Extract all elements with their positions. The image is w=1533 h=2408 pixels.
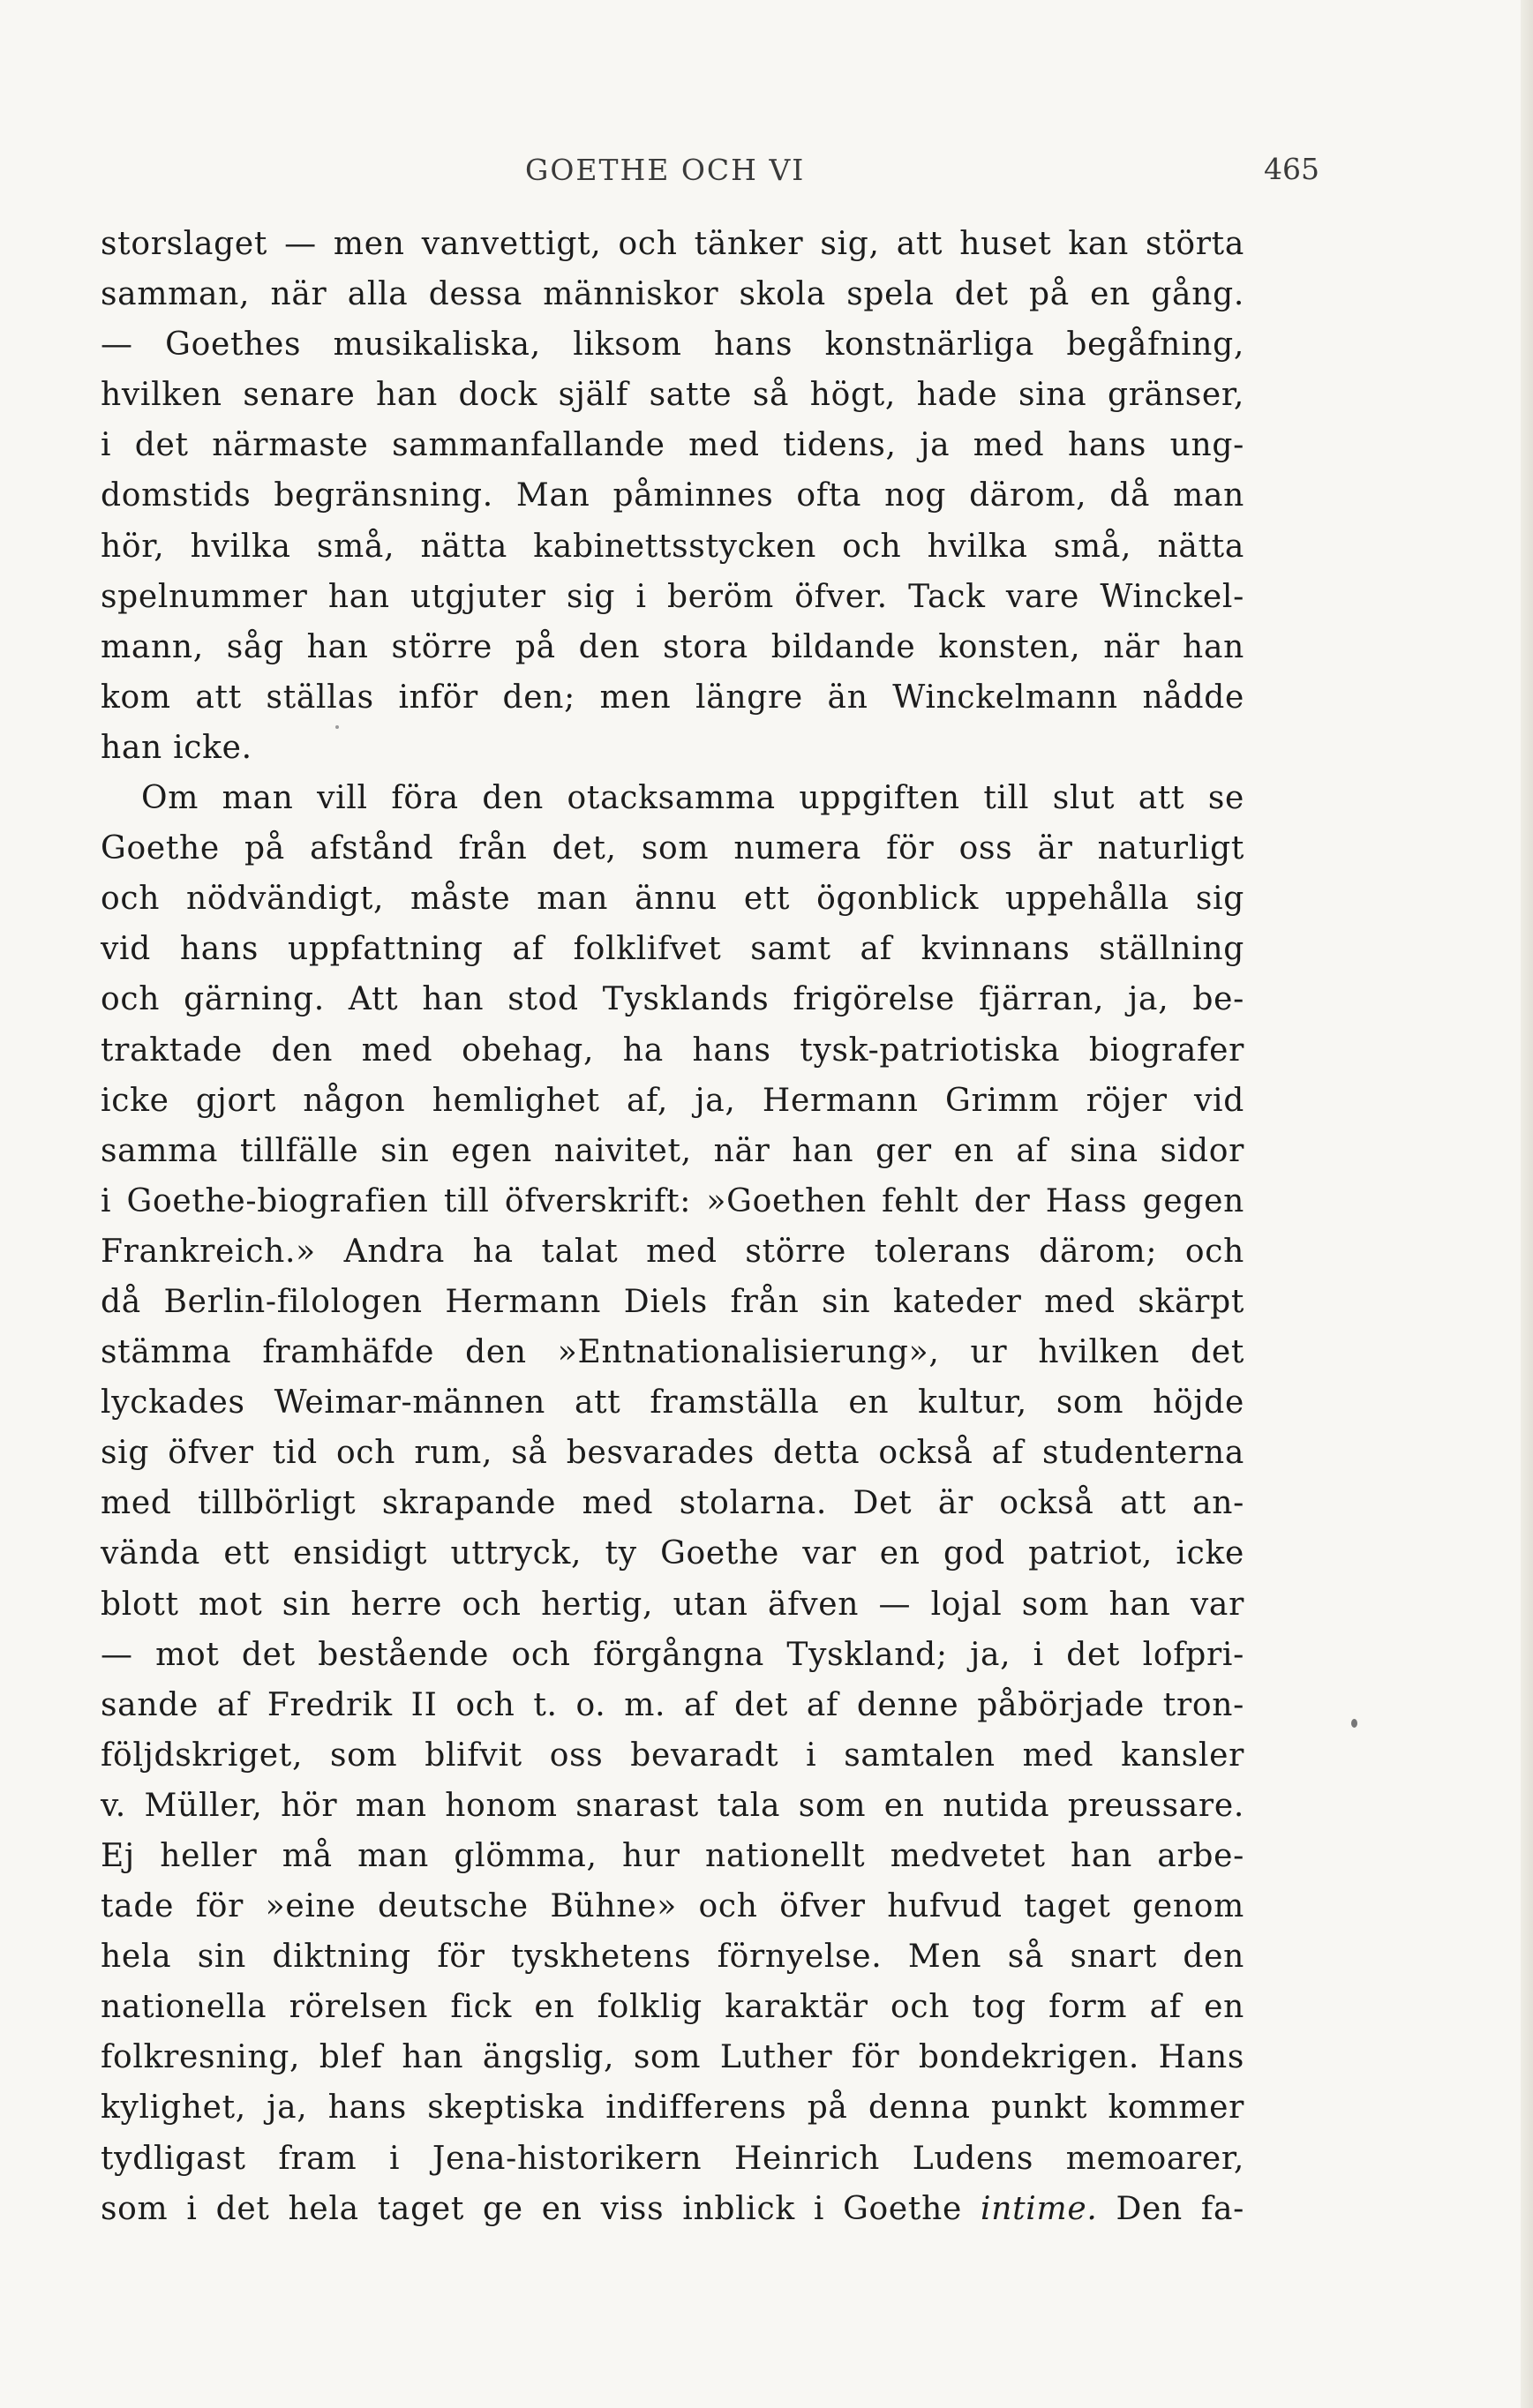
text-line: Frankreich.» Andra ha talat med större tolerans därom; och (101, 1233, 1244, 1270)
text-line: följdskriget, som blifvit oss bevaradt i samtalen med kansler (101, 1737, 1244, 1774)
text-line: blott mot sin herre och hertig, utan äfven — lojal som han var (101, 1586, 1244, 1623)
text-line: hvilken senare han dock själf satte så högt, hade sina gränser, (101, 377, 1244, 414)
text-line: då Berlin-filologen Hermann Diels från sin kateder med skärpt (101, 1283, 1244, 1320)
italic-word: intime. (981, 2190, 1098, 2227)
text-line: spelnummer han utgjuter sig i beröm öfver. Tack vare Winckel- (101, 578, 1244, 615)
text-line: mann, såg han större på den stora bildande konsten, när han (101, 628, 1244, 665)
text-line: folkresning, blef han ängslig, som Luther för bondekrigen. Hans (101, 2039, 1244, 2076)
text-line: v. Müller, hör man honom snarast tala som en nutida preussare. (101, 1787, 1244, 1824)
page-number: 465 (1264, 152, 1319, 186)
text-line: vid hans uppfattning af folklifvet samt af kvinnans ställning (101, 931, 1244, 968)
page-edge (1521, 0, 1533, 2408)
text-line: domstids begränsning. Man påminnes ofta nog därom, då man (101, 477, 1244, 514)
text-line: traktade den med obehag, ha hans tysk-patriotiska biografer (101, 1031, 1244, 1069)
ink-speck (335, 725, 339, 729)
text-line: storslaget — men vanvettigt, och tänker sig, att huset kan störta (101, 226, 1244, 262)
text-line: lyckades Weimar-männen att framställa en kultur, som höjde (101, 1384, 1244, 1422)
text-line: i det närmaste sammanfallande med tidens, ja med hans ung- (101, 427, 1244, 464)
text-line: — mot det bestående och förgångna Tyskland; ja, i det lofpri- (101, 1636, 1244, 1673)
text-line: samman, när alla dessa människor skola spela det på en gång. (101, 276, 1244, 313)
text-line: nationella rörelsen fick en folklig karaktär och tog form af en (101, 1989, 1244, 2026)
text-line: kylighet, ja, hans skeptiska indifferens på denna punkt kommer (101, 2089, 1244, 2127)
paragraph-end-line: han icke. (101, 729, 252, 766)
text-line: och nödvändigt, måste man ännu ett ögonblick uppehålla sig (101, 881, 1244, 918)
text-line: tade för »eine deutsche Bühne» och öfver hufvud taget genom (101, 1888, 1244, 1925)
final-line-end: Den fa- (1116, 2190, 1244, 2227)
text-line: sig öfver tid och rum, så besvarades detta också af studenterna (101, 1435, 1244, 1472)
text-line: vända ett ensidigt uttryck, ty Goethe var en god patriot, icke (101, 1535, 1244, 1572)
text-line: hela sin diktning för tyskhetens förnyelse. Men så snart den (101, 1939, 1244, 1976)
text-line: sande af Fredrik II och t. o. m. af det af denne påbörjade tron- (101, 1686, 1244, 1723)
text-line: Ej heller må man glömma, hur nationellt medvetet han arbe- (101, 1838, 1244, 1874)
text-line: med tillbörligt skrapande med stolarna. Det är också att an- (101, 1485, 1244, 1522)
text-line: tydligast fram i Jena-historikern Heinrich Ludens memoarer, (101, 2140, 1244, 2177)
paragraph-start-line: Om man vill föra den otacksamma uppgiften till slut att se (141, 780, 1244, 817)
running-head-title: GOETHE OCH VI (525, 153, 806, 187)
text-line-final (101, 2184, 1244, 2234)
text-line: och gärning. Att han stod Tysklands frigörelse fjärran, ja, be- (101, 981, 1244, 1018)
final-line-start: som i det hela taget ge en viss inblick i Goethe (101, 2190, 962, 2227)
text-line: stämma framhäfde den »Entnationalisierung», ur hvilken det (101, 1334, 1244, 1371)
text-line: hör, hvilka små, nätta kabinettsstycken och hvilka små, nätta (101, 528, 1244, 565)
ink-speck (1351, 1719, 1357, 1728)
text-line: Goethe på afstånd från det, som numera för oss är naturligt (101, 830, 1244, 867)
text-line: samma tillfälle sin egen naivitet, när han ger en af sina sidor (101, 1132, 1244, 1169)
text-line: icke gjort någon hemlighet af, ja, Hermann Grimm röjer vid (101, 1082, 1244, 1119)
text-line: — Goethes musikaliska, liksom hans konstnärliga begåfning, (101, 326, 1244, 364)
text-line: kom att ställas inför den; men längre än Winckelmann nådde (101, 679, 1244, 716)
text-line: i Goethe-biografien till öfverskrift: »Goethen fehlt der Hass gegen (101, 1182, 1244, 1219)
body-text (101, 219, 1244, 2234)
